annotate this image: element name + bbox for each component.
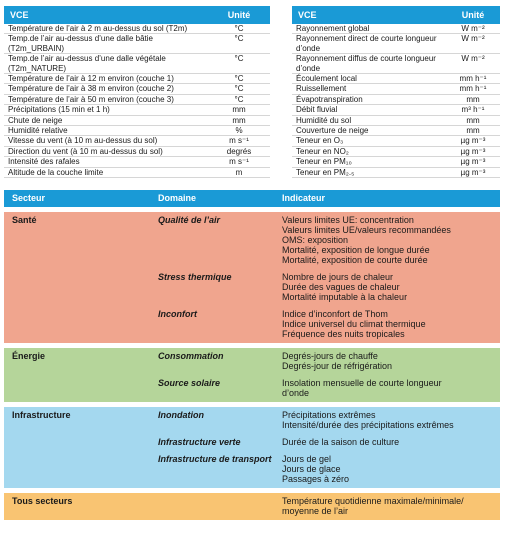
variable-name: Teneur en PM₁₀ bbox=[292, 157, 446, 167]
vce-header: VCE bbox=[292, 6, 446, 24]
variable-unit: µg m⁻³ bbox=[446, 146, 500, 156]
variable-name: Couverture de neige bbox=[292, 126, 446, 136]
vce-row bbox=[4, 167, 270, 177]
variable-unit: °C bbox=[208, 84, 270, 94]
domain-label: Qualité de l’air bbox=[158, 215, 221, 225]
sector-header: Secteur bbox=[12, 193, 46, 203]
variable-unit: µg m⁻³ bbox=[446, 157, 500, 167]
indicator-list bbox=[276, 437, 500, 447]
indicator-list bbox=[276, 454, 500, 484]
indicator-row bbox=[4, 272, 500, 302]
vce-row bbox=[292, 54, 500, 74]
domain-header: Domaine bbox=[158, 193, 197, 203]
variable-unit: µg m⁻³ bbox=[446, 167, 500, 177]
domain-label: Stress thermique bbox=[158, 272, 232, 282]
vce-row bbox=[4, 105, 270, 115]
indicator-item: Nombre de jours de chaleur bbox=[282, 272, 394, 282]
indicator-item: Jours de glace bbox=[282, 464, 341, 474]
indicator-table bbox=[4, 190, 500, 520]
indicator-item: Valeurs limites UE/valeurs recommandées bbox=[282, 225, 451, 235]
indicator-list bbox=[276, 272, 500, 302]
domain-label: Consommation bbox=[158, 351, 224, 361]
indicator-item: Jours de gel bbox=[282, 454, 332, 464]
variable-name: Direction du vent (à 10 m au-dessus du sol) bbox=[4, 146, 208, 156]
indicator-row bbox=[4, 378, 500, 398]
sector-label: Tous secteurs bbox=[12, 496, 73, 506]
variable-unit: °C bbox=[208, 24, 270, 34]
vce-row bbox=[292, 157, 500, 167]
variable-unit: m s⁻¹ bbox=[208, 136, 270, 146]
variable-unit: °C bbox=[208, 74, 270, 84]
variable-name: Humidité du sol bbox=[292, 115, 446, 125]
indicator-item: Précipitations extrêmes bbox=[282, 410, 376, 420]
variable-name: Débit fluvial bbox=[292, 105, 446, 115]
indicator-row bbox=[4, 351, 500, 371]
indicator-list bbox=[276, 351, 500, 371]
vce-row bbox=[292, 34, 500, 54]
variable-name: Température de l’air à 12 m environ (couche 1) bbox=[4, 74, 208, 84]
domain-label: Source solaire bbox=[158, 378, 221, 388]
indicator-item: Mortalité imputable à la chaleur bbox=[282, 292, 408, 302]
variable-name: Rayonnement diffus de courte longueur d’onde bbox=[292, 54, 446, 74]
variable-unit: mm bbox=[208, 105, 270, 115]
variable-unit: m³ h⁻¹ bbox=[446, 105, 500, 115]
vce-row bbox=[292, 167, 500, 177]
domain-label: Inondation bbox=[158, 410, 204, 420]
vce-row bbox=[292, 115, 500, 125]
variable-unit: °C bbox=[208, 34, 270, 54]
indicator-item: OMS: exposition bbox=[282, 235, 349, 245]
sector-label bbox=[4, 437, 152, 447]
variable-unit: mm bbox=[208, 115, 270, 125]
variable-name: Température de l’air à 38 m environ (couche 2) bbox=[4, 84, 208, 94]
vce-row bbox=[4, 54, 270, 74]
indicator-header: Indicateur bbox=[282, 193, 326, 203]
indicator-list bbox=[276, 410, 500, 430]
variable-unit: mm bbox=[446, 115, 500, 125]
indicator-item: Degrés-jour de réfrigération bbox=[282, 361, 393, 371]
indicator-item: Mortalité, exposition de longue durée bbox=[282, 245, 430, 255]
sector-label: Infrastructure bbox=[12, 410, 71, 420]
vce-row bbox=[4, 74, 270, 84]
variable-unit: mm bbox=[446, 94, 500, 104]
vce-row bbox=[4, 34, 270, 54]
sector-label bbox=[4, 378, 152, 398]
variable-name: Écoulement local bbox=[292, 74, 446, 84]
domain-label bbox=[152, 496, 276, 516]
sector-label: Santé bbox=[12, 215, 37, 225]
domain-label: Infrastructure verte bbox=[158, 437, 241, 447]
indicator-row bbox=[4, 496, 500, 516]
variable-name: Température de l’air à 50 m environ (couche 3) bbox=[4, 94, 208, 104]
variable-name: Teneur en NO₂ bbox=[292, 146, 446, 156]
vce-row bbox=[292, 136, 500, 146]
vce-row bbox=[292, 105, 500, 115]
variable-unit: mm h⁻¹ bbox=[446, 84, 500, 94]
vce-row bbox=[292, 146, 500, 156]
indicator-item: Insolation mensuelle de courte longueur bbox=[282, 378, 442, 388]
variable-unit: W m⁻² bbox=[446, 34, 500, 54]
indicator-item: Degrés-jours de chauffe bbox=[282, 351, 378, 361]
sector-label bbox=[4, 309, 152, 339]
indicator-item: Fréquence des nuits tropicales bbox=[282, 329, 405, 339]
variable-name: Altitude de la couche limite bbox=[4, 167, 208, 177]
indicator-row bbox=[4, 437, 500, 447]
indicator-list bbox=[276, 309, 500, 339]
variable-unit: mm h⁻¹ bbox=[446, 74, 500, 84]
variable-unit: W m⁻² bbox=[446, 24, 500, 34]
indicator-item: Durée des vagues de chaleur bbox=[282, 282, 400, 292]
indicator-item: Indice universel du climat thermique bbox=[282, 319, 426, 329]
indicator-list bbox=[276, 496, 500, 516]
domain-label: Inconfort bbox=[158, 309, 197, 319]
vce-row bbox=[4, 146, 270, 156]
vce-row bbox=[292, 126, 500, 136]
variable-name: Humidité relative bbox=[4, 126, 208, 136]
vce-row bbox=[292, 74, 500, 84]
vce-table-left bbox=[4, 6, 270, 178]
variable-name: Ruissellement bbox=[292, 84, 446, 94]
variable-unit: mm bbox=[446, 126, 500, 136]
variable-unit: W m⁻² bbox=[446, 54, 500, 74]
indicator-item: Température quotidienne maximale/minimale/ bbox=[282, 496, 464, 506]
indicator-item: Valeurs limites UE: concentration bbox=[282, 215, 414, 225]
variable-name: Évapotranspiration bbox=[292, 94, 446, 104]
vce-row bbox=[292, 24, 500, 34]
variable-name: Rayonnement direct de courte longueur d’onde bbox=[292, 34, 446, 54]
sector-block-infrastructure bbox=[4, 407, 500, 488]
unit-header: Unité bbox=[446, 6, 500, 24]
indicator-list bbox=[276, 378, 500, 398]
sector-label: Énergie bbox=[12, 351, 46, 361]
variable-unit: °C bbox=[208, 54, 270, 74]
variable-name: Temp.de l’air au-dessus d’une dalle bâtie (T2m_URBAIN) bbox=[4, 34, 208, 54]
sector-label bbox=[4, 272, 152, 302]
domain-label: Infrastructure de transport bbox=[158, 454, 272, 464]
vce-row bbox=[4, 136, 270, 146]
variable-unit: % bbox=[208, 126, 270, 136]
variable-unit: degrés bbox=[208, 146, 270, 156]
indicator-item: Mortalité, exposition de courte durée bbox=[282, 255, 428, 265]
indicator-row bbox=[4, 454, 500, 484]
vce-row bbox=[4, 84, 270, 94]
indicator-table-header bbox=[4, 190, 500, 207]
variable-name: Teneur en O₃ bbox=[292, 136, 446, 146]
vce-row bbox=[292, 84, 500, 94]
vce-header: VCE bbox=[4, 6, 208, 24]
vce-row bbox=[4, 94, 270, 104]
indicator-item: Durée de la saison de culture bbox=[282, 437, 400, 447]
indicator-item: d’onde bbox=[282, 388, 310, 398]
vce-table-right bbox=[292, 6, 500, 178]
variable-unit: µg m⁻³ bbox=[446, 136, 500, 146]
indicator-row bbox=[4, 410, 500, 430]
variable-name: Chute de neige bbox=[4, 115, 208, 125]
unit-header: Unité bbox=[208, 6, 270, 24]
indicator-item: Passages à zéro bbox=[282, 474, 350, 484]
indicator-item: Intensité/durée des précipitations extrêmes bbox=[282, 420, 454, 430]
vce-row bbox=[4, 126, 270, 136]
vce-row bbox=[4, 24, 270, 34]
variable-name: Teneur en PM₂.₅ bbox=[292, 167, 446, 177]
indicator-row bbox=[4, 215, 500, 265]
vce-row bbox=[4, 115, 270, 125]
sector-block-sante bbox=[4, 212, 500, 343]
variable-name: Température de l’air à 2 m au-dessus du sol (T2m) bbox=[4, 24, 208, 34]
indicator-item: Indice d’inconfort de Thom bbox=[282, 309, 388, 319]
vce-row bbox=[292, 94, 500, 104]
variable-name: Vitesse du vent (à 10 m au-dessus du sol) bbox=[4, 136, 208, 146]
sector-block-tous-secteurs bbox=[4, 493, 500, 520]
variable-name: Précipitations (15 min et 1 h) bbox=[4, 105, 208, 115]
indicator-item: moyenne de l’air bbox=[282, 506, 349, 516]
sector-block-energie bbox=[4, 348, 500, 402]
variable-unit: m s⁻¹ bbox=[208, 157, 270, 167]
variable-name: Intensité des rafales bbox=[4, 157, 208, 167]
indicator-list bbox=[276, 215, 500, 265]
sector-label bbox=[4, 454, 152, 484]
variable-unit: m bbox=[208, 167, 270, 177]
variable-unit: °C bbox=[208, 94, 270, 104]
variable-name: Temp.de l’air au-dessus d’une dalle végétale (T2m_NATURE) bbox=[4, 54, 208, 74]
indicator-row bbox=[4, 309, 500, 339]
vce-row bbox=[4, 157, 270, 167]
variable-name: Rayonnement global bbox=[292, 24, 446, 34]
